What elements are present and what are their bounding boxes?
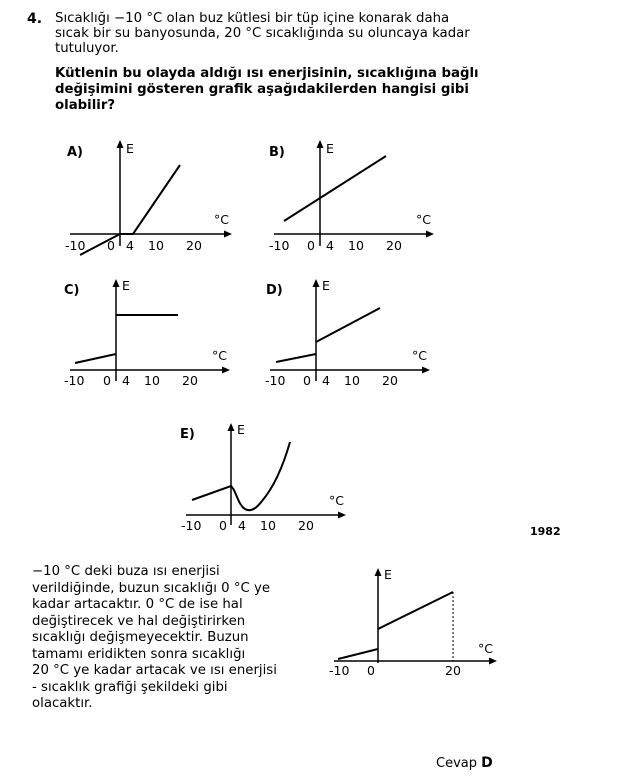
tick-label: -10 [265,373,286,388]
option-c-label: C) [64,283,80,298]
tick-label: 0 [219,518,227,533]
x-axis-arrow [222,367,230,374]
tick-label: 20 [445,663,461,678]
tick-label: 10 [260,518,276,533]
x-axis-unit: °C [478,641,493,656]
x-axis-unit: °C [416,212,431,227]
x-axis-unit: °C [412,348,427,363]
solution-graph [326,562,506,682]
tick-label: 0 [367,663,375,678]
curve [316,308,380,342]
option-a-graph [60,138,240,258]
curve [338,649,378,659]
x-axis-arrow [338,512,346,519]
tick-label: 20 [386,238,402,253]
tick-label: 20 [298,518,314,533]
curve [378,592,453,629]
answer-letter: D [481,755,493,771]
option-e-graph [176,420,356,540]
option-d-graph [262,276,442,396]
tick-label: 10 [148,238,164,253]
tick-label: 20 [182,373,198,388]
option-e-label: E) [180,427,195,442]
x-axis-unit: °C [212,348,227,363]
y-axis-arrow [228,423,235,431]
tick-label: 4 [238,518,246,533]
curve [284,156,386,221]
tick-label: 0 [107,238,115,253]
tick-label: 10 [344,373,360,388]
tick-label: -10 [269,238,290,253]
y-axis-arrow [117,140,124,148]
x-axis-arrow [422,367,430,374]
x-axis-arrow [489,658,497,665]
y-axis-label: E [237,422,245,437]
y-axis-arrow [313,279,320,287]
option-c-graph [60,276,240,396]
x-axis-arrow [426,231,434,238]
question-text: Sıcaklığı −10 °C olan buz kütlesi bir tüp içine konarak daha sıcak bir su banyosunda, 20 °C sıcaklığında su oluncaya kadar tutuluyor. [55,11,470,56]
x-axis-unit: °C [214,212,229,227]
tick-label: 0 [307,238,315,253]
answer-prefix: Cevap [436,756,477,771]
option-d-label: D) [266,283,283,298]
x-axis-unit: °C [329,493,344,508]
tick-label: 10 [348,238,364,253]
tick-label: 10 [144,373,160,388]
y-axis-arrow [317,140,324,148]
tick-label: -10 [181,518,202,533]
x-axis-arrow [224,231,232,238]
option-b-label: B) [269,145,285,160]
tick-label: 4 [126,238,134,253]
tick-label: 4 [122,373,130,388]
y-axis-label: E [322,278,330,293]
option-a-label: A) [67,145,84,160]
tick-label: 4 [326,238,334,253]
exam-year: 1982 [530,525,561,538]
curve [276,354,316,362]
tick-label: 0 [303,373,311,388]
y-axis-label: E [384,567,392,582]
question-number: 4. [27,11,43,27]
y-axis-arrow [113,279,120,287]
curve [75,354,116,363]
y-axis-label: E [126,141,134,156]
tick-label: 20 [186,238,202,253]
y-axis-arrow [375,568,382,576]
tick-label: 0 [103,373,111,388]
y-axis-label: E [326,141,334,156]
solution-text: −10 °C deki buza ısı enerjisi verildiğinde, buzun sıcaklığı 0 °C ye kadar artacaktır. 0 °C de ise hal değiştirecek ve hal değiştirirken sıcaklığı değişmeyecektir. Buzun tamamı eridikten sonra sıcaklığı 20 °C ye kadar artacak ve ısı enerjisi - sıcaklık grafiği şekildeki gibi olacaktır. [32,564,277,711]
option-b-graph [262,138,442,258]
answer [436,755,493,771]
curve [192,442,290,510]
tick-label: 20 [382,373,398,388]
tick-label: -10 [329,663,350,678]
y-axis-label: E [122,278,130,293]
tick-label: -10 [65,238,86,253]
tick-label: 4 [322,373,330,388]
question-prompt: Kütlenin bu olayda aldığı ısı enerjisinin, sıcaklığına bağlı değişimini gösteren grafik aşağıdakilerden hangisi gibi olabilir? [55,66,479,113]
tick-label: -10 [64,373,85,388]
